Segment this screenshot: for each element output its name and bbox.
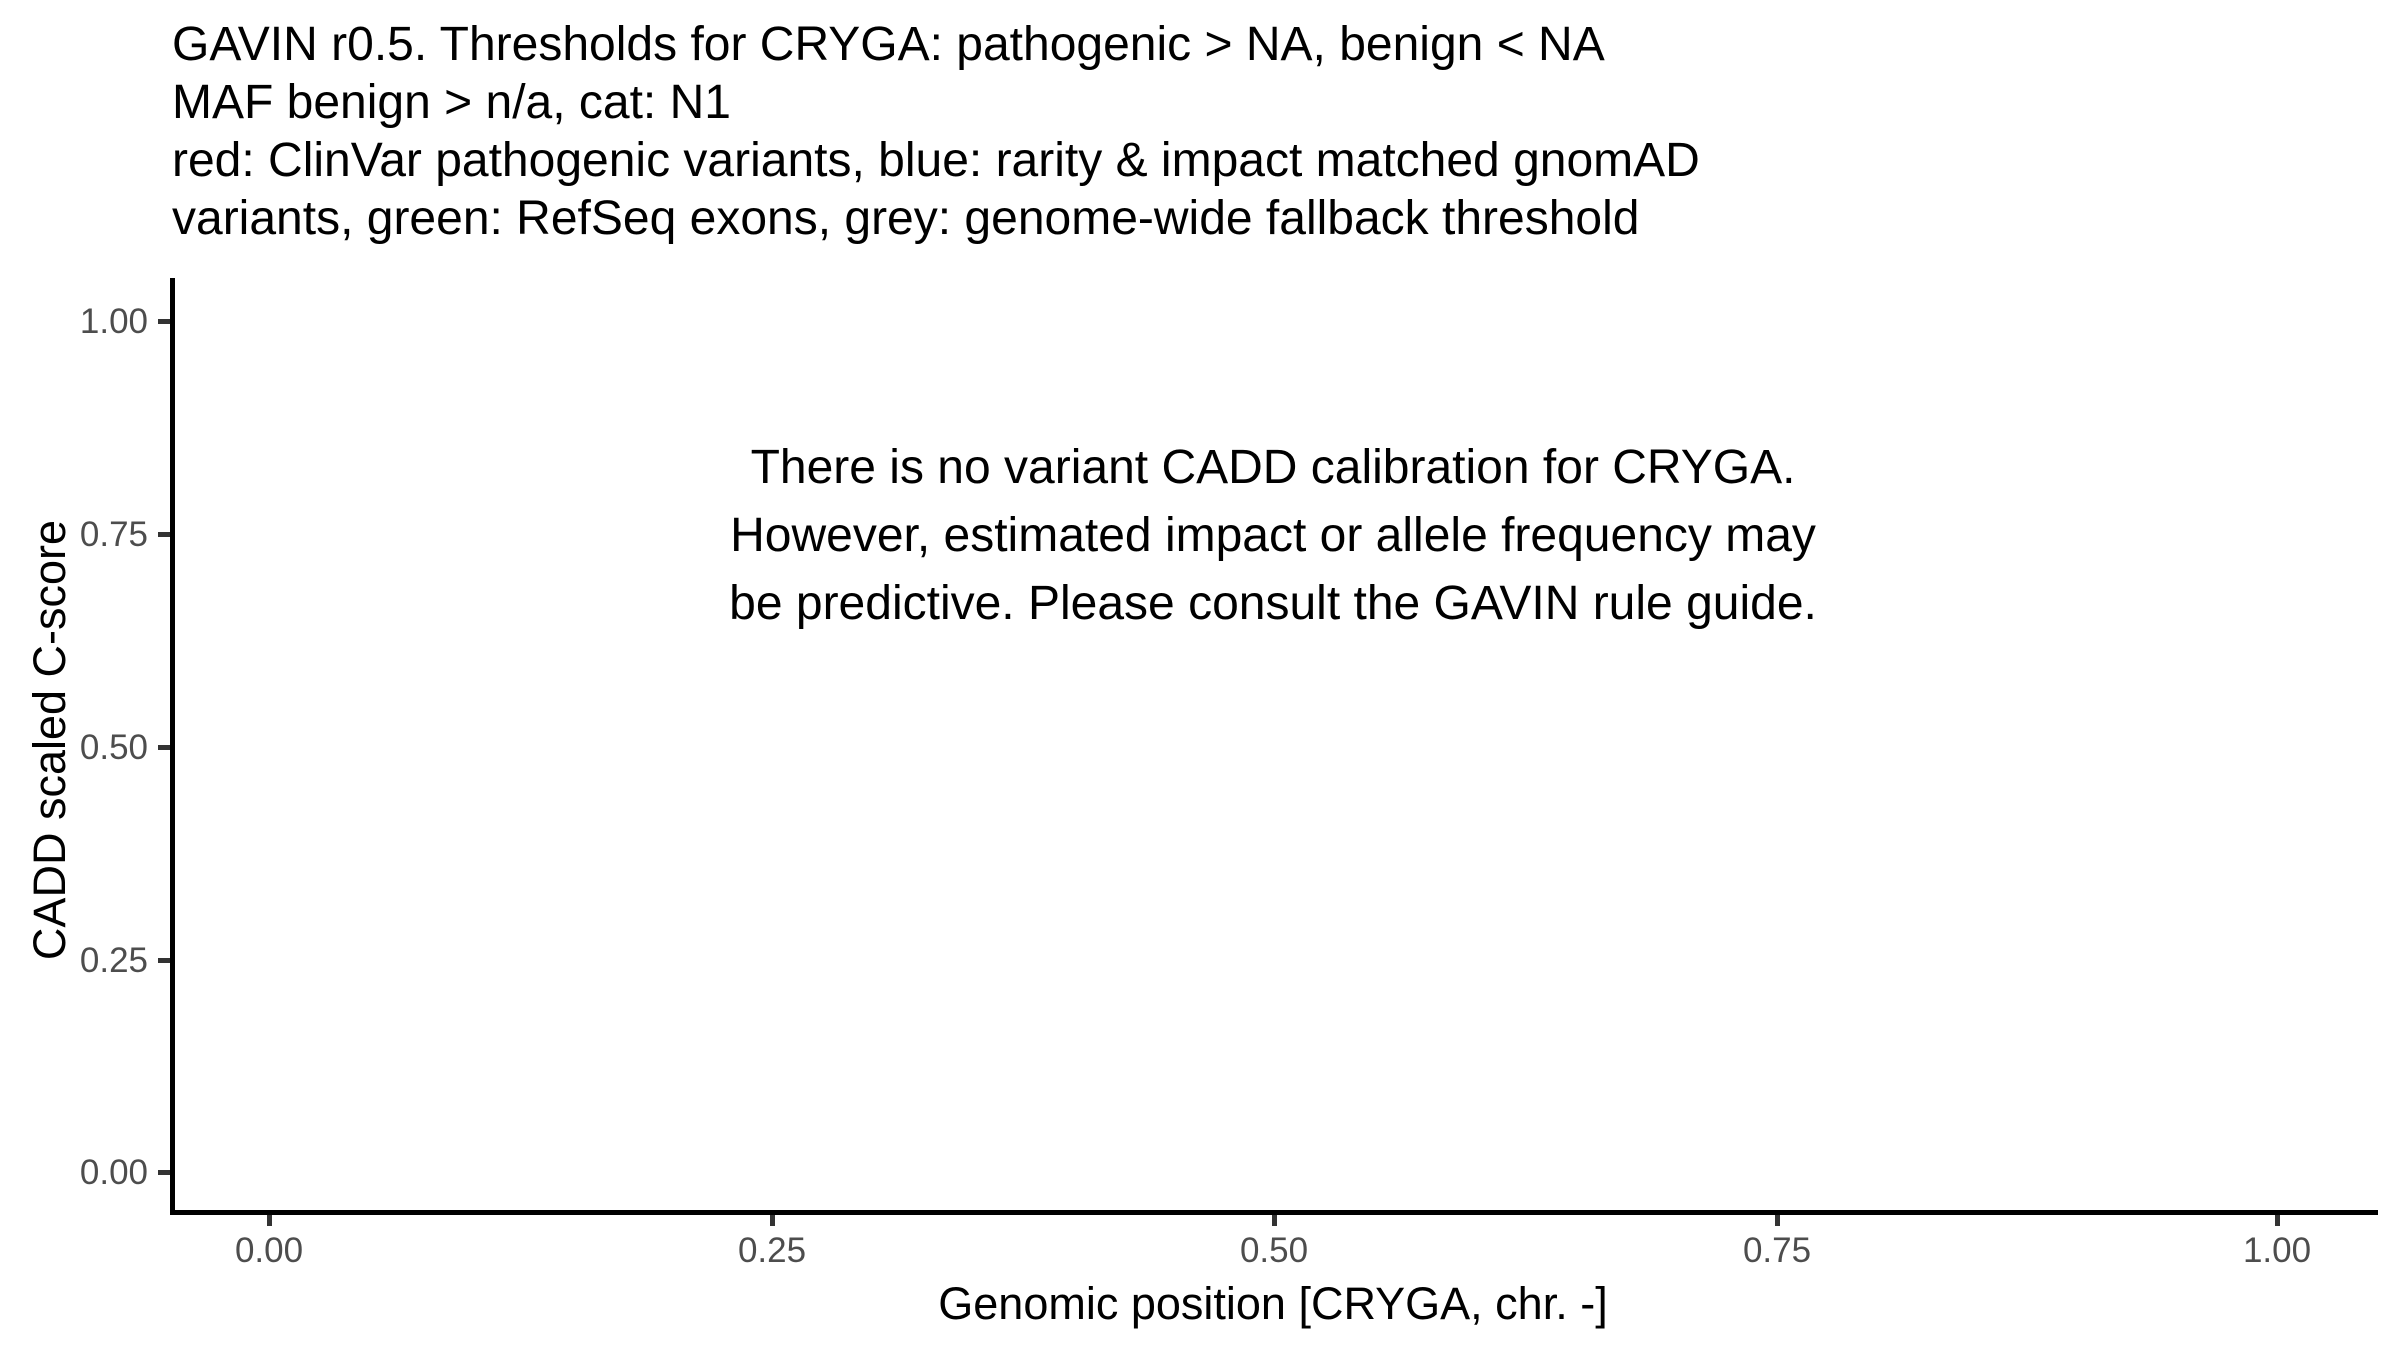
- y-tick-mark-0.00: [158, 1170, 170, 1175]
- y-tick-label-0.00: 0.00: [79, 1153, 148, 1192]
- annotation-line-3: be predictive. Please consult the GAVIN rule guide.: [729, 577, 1817, 630]
- annotation-line-1: There is no variant CADD calibration for CRYGA.: [750, 441, 1796, 494]
- plot-title-line-3: red: ClinVar pathogenic variants, blue: rarity & impact matched gnomAD: [172, 134, 1700, 187]
- y-tick-mark-1.00: [158, 319, 170, 324]
- x-tick-mark-0.75: [1775, 1215, 1780, 1226]
- y-tick-label-0.75: 0.75: [79, 515, 148, 554]
- x-tick-mark-0.00: [267, 1215, 272, 1226]
- y-tick-label-0.50: 0.50: [79, 728, 148, 767]
- x-tick-label-0.00: 0.00: [234, 1231, 304, 1270]
- x-tick-mark-0.25: [770, 1215, 775, 1226]
- plot-title-line-2: MAF benign > n/a, cat: N1: [172, 76, 731, 129]
- plot-title: [172, 16, 1700, 248]
- x-tick-label-0.25: 0.25: [737, 1231, 807, 1270]
- y-tick-mark-0.75: [158, 532, 170, 537]
- y-axis-title: CADD scaled C-score: [24, 519, 75, 961]
- x-tick-mark-1.00: [2275, 1215, 2280, 1226]
- plot-panel: [170, 278, 2378, 1215]
- x-tick-label-1.00: 1.00: [2242, 1231, 2312, 1270]
- plot-title-line-4: variants, green: RefSeq exons, grey: genome-wide fallback threshold: [172, 192, 1640, 245]
- y-tick-label-1.00: 1.00: [79, 302, 148, 341]
- plot-title-line-1: GAVIN r0.5. Thresholds for CRYGA: pathogenic > NA, benign < NA: [172, 18, 1605, 71]
- annotation-line-2: However, estimated impact or allele frequency may: [730, 509, 1816, 562]
- y-tick-label-0.25: 0.25: [79, 941, 148, 980]
- x-tick-label-0.75: 0.75: [1742, 1231, 1812, 1270]
- x-axis-title: Genomic position [CRYGA, chr. -]: [938, 1278, 1608, 1329]
- y-tick-mark-0.50: [158, 745, 170, 750]
- y-tick-mark-0.25: [158, 958, 170, 963]
- no-calibration-annotation: [373, 434, 2173, 638]
- x-tick-mark-0.50: [1272, 1215, 1277, 1226]
- x-tick-label-0.50: 0.50: [1239, 1231, 1309, 1270]
